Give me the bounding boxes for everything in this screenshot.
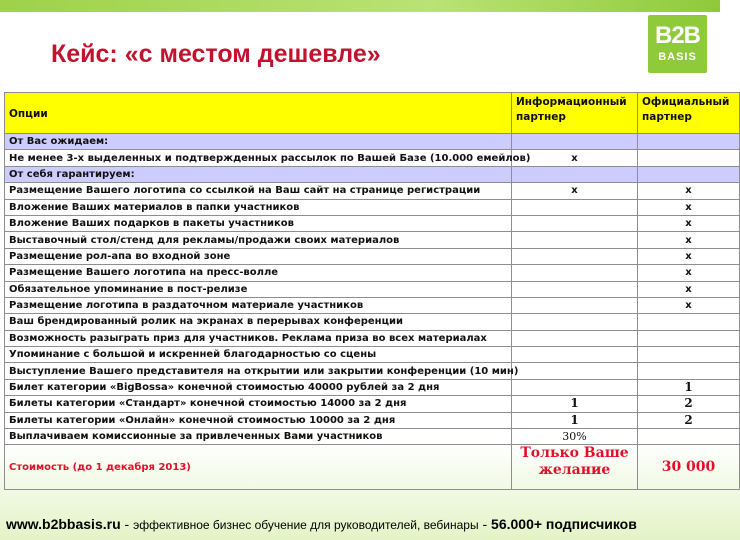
- table-row: [5, 429, 740, 445]
- info-partner-cell: [512, 363, 638, 379]
- info-partner-cell: [512, 134, 638, 150]
- table-row: [5, 232, 740, 248]
- footer-separator-2: -: [478, 516, 492, 532]
- option-label: Выставочный стол/стенд для рекламы/продажи своих материалов: [5, 232, 512, 248]
- table-row: [5, 379, 740, 395]
- info-partner-cell: [512, 297, 638, 313]
- table-row: [5, 150, 740, 166]
- price-row: [5, 445, 740, 490]
- official-partner-cell: [638, 150, 740, 166]
- option-label: Размещение Вашего логотипа со ссылкой на Ваш сайт на странице регистрации: [5, 183, 512, 199]
- option-label: Выплачиваем комиссионные за привлеченных Вами участников: [5, 429, 512, 445]
- table-row: [5, 183, 740, 199]
- footer-tagline: эффективное бизнес обучение для руководителей, вебинары: [133, 518, 479, 532]
- info-partner-cell: [512, 232, 638, 248]
- header-official-partner-line1: Официальный: [642, 96, 730, 108]
- option-label: От себя гарантируем:: [5, 166, 512, 182]
- option-label: Ваш брендированный ролик на экранах в перерывах конференции: [5, 314, 512, 330]
- table-row: [5, 281, 740, 297]
- table-row: [5, 314, 740, 330]
- table-row: [5, 396, 740, 412]
- official-partner-cell: x: [638, 199, 740, 215]
- info-partner-cell: [512, 281, 638, 297]
- option-label: Билеты категории «Онлайн» конечной стоимостью 10000 за 2 дня: [5, 412, 512, 428]
- option-label: Не менее 3-х выделенных и подтвержденных рассылок по Вашей Базе (10.000 емейлов): [5, 150, 512, 166]
- option-label: Билет категории «BigBossa» конечной стоимостью 40000 рублей за 2 дня: [5, 379, 512, 395]
- official-partner-cell: 2: [638, 412, 740, 428]
- header-info-partner-line2: партнер: [516, 111, 566, 123]
- info-partner-cell: 1: [512, 396, 638, 412]
- official-partner-cell: x: [638, 183, 740, 199]
- footer-site-link[interactable]: www.b2bbasis.ru: [6, 516, 121, 532]
- info-partner-cell: x: [512, 183, 638, 199]
- section-row: [5, 134, 740, 150]
- table-header-row: [5, 93, 740, 134]
- table-row: [5, 330, 740, 346]
- official-partner-cell: [638, 429, 740, 445]
- header-info-partner-line1: Информационный: [516, 96, 627, 108]
- table-row: [5, 297, 740, 313]
- footer-subscriber-count: 56.000+ подписчиков: [491, 516, 637, 532]
- section-row: [5, 166, 740, 182]
- footer: [6, 516, 720, 532]
- header-options: Опции: [5, 93, 512, 134]
- official-partner-cell: x: [638, 297, 740, 313]
- info-partner-price: Только Ваше желание: [512, 445, 638, 490]
- header-official-partner: [638, 93, 740, 134]
- table-row: [5, 199, 740, 215]
- option-label: Билеты категории «Стандарт» конечной стоимостью 14000 за 2 дня: [5, 396, 512, 412]
- b2b-basis-logo: [648, 15, 707, 73]
- info-partner-cell: [512, 265, 638, 281]
- official-partner-cell: [638, 134, 740, 150]
- official-partner-cell: [638, 166, 740, 182]
- official-partner-cell: [638, 347, 740, 363]
- info-partner-cell: [512, 215, 638, 231]
- option-label: От Вас ожидаем:: [5, 134, 512, 150]
- option-label: Возможность разыграть приз для участников. Реклама приза во всех материалах: [5, 330, 512, 346]
- partner-options-table-wrapper: [4, 92, 730, 492]
- info-partner-cell: 1: [512, 412, 638, 428]
- official-partner-price: 30 000: [638, 445, 740, 490]
- official-partner-cell: [638, 330, 740, 346]
- option-label: Обязательное упоминание в пост-релизе: [5, 281, 512, 297]
- option-label: Выступление Вашего представителя на открытии или закрытии конференции (10 мин): [5, 363, 512, 379]
- info-partner-cell: [512, 379, 638, 395]
- info-partner-cell: [512, 166, 638, 182]
- price-label: Стоимость (до 1 декабря 2013): [5, 445, 512, 490]
- top-accent-bar: [0, 0, 720, 12]
- info-partner-cell: x: [512, 150, 638, 166]
- official-partner-cell: x: [638, 265, 740, 281]
- official-partner-cell: 2: [638, 396, 740, 412]
- table-row: [5, 215, 740, 231]
- option-label: Размещение Вашего логотипа на пресс-волле: [5, 265, 512, 281]
- info-partner-cell: [512, 248, 638, 264]
- table-row: [5, 363, 740, 379]
- table-row: [5, 412, 740, 428]
- official-partner-cell: x: [638, 248, 740, 264]
- info-partner-cell: 30%: [512, 429, 638, 445]
- header-info-partner: [512, 93, 638, 134]
- logo-bottom-text: BASIS: [658, 51, 697, 63]
- official-partner-cell: 1: [638, 379, 740, 395]
- info-partner-cell: [512, 330, 638, 346]
- option-label: Вложение Ваших подарков в пакеты участников: [5, 215, 512, 231]
- logo-top-text: B2B: [654, 22, 700, 49]
- official-partner-cell: x: [638, 232, 740, 248]
- info-partner-cell: [512, 314, 638, 330]
- info-partner-cell: [512, 347, 638, 363]
- option-label: Размещение рол-апа во входной зоне: [5, 248, 512, 264]
- header-official-partner-line2: партнер: [642, 111, 692, 123]
- footer-separator-1: -: [120, 516, 134, 532]
- slide-title: Кейс: «с местом дешевле»: [51, 40, 381, 68]
- option-label: Размещение логотипа в раздаточном материале участников: [5, 297, 512, 313]
- option-label: Вложение Ваших материалов в папки участников: [5, 199, 512, 215]
- table-row: [5, 265, 740, 281]
- official-partner-cell: x: [638, 215, 740, 231]
- official-partner-cell: x: [638, 281, 740, 297]
- official-partner-cell: [638, 314, 740, 330]
- info-partner-cell: [512, 199, 638, 215]
- partner-options-table: [4, 92, 740, 490]
- option-label: Упоминание с большой и искренней благодарностью со сцены: [5, 347, 512, 363]
- official-partner-cell: [638, 363, 740, 379]
- table-row: [5, 347, 740, 363]
- table-row: [5, 248, 740, 264]
